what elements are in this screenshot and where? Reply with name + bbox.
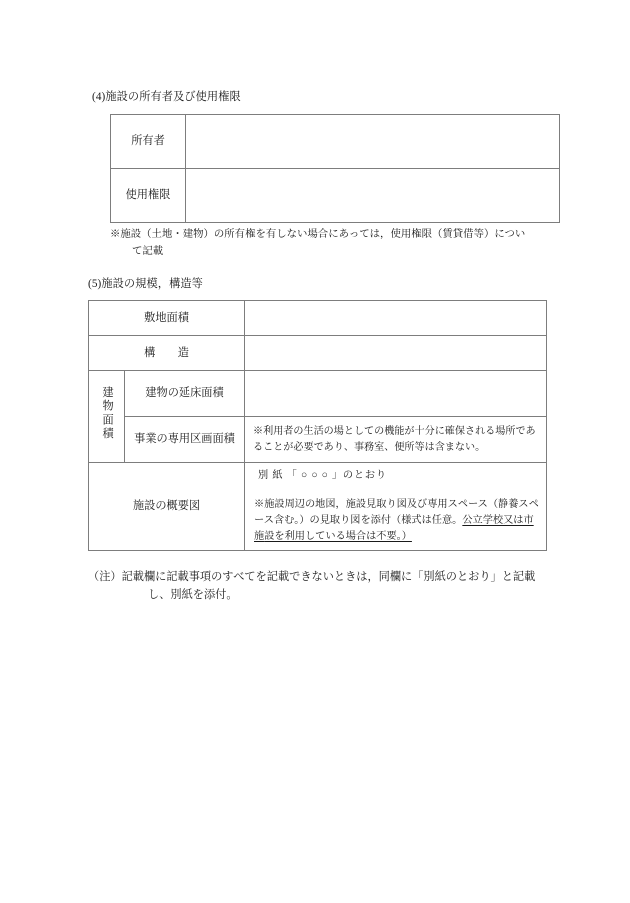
facility-outline-label-cell: 施設の概要図 bbox=[89, 463, 245, 551]
total-floor-area-label-cell: 建物の延床面積 bbox=[125, 371, 245, 417]
facility-outline-body bbox=[245, 463, 546, 549]
section-heading-scale: (5)施設の規模，構造等 bbox=[88, 278, 203, 290]
table-row bbox=[89, 371, 547, 417]
site-area-value-cell[interactable] bbox=[245, 301, 547, 336]
facility-outline-body-cell bbox=[245, 463, 547, 551]
owner-table-note bbox=[110, 226, 573, 260]
facility-outline-attachment-line: 別 紙 「 ○ ○ ○ 」のとおり bbox=[258, 470, 387, 482]
facility-outline-note-part-1: ※施設周辺の地図，施設見取り図及び専用スペース（静養スペ bbox=[254, 498, 539, 510]
owner-and-usage-right-table bbox=[110, 114, 560, 223]
exclusive-area-note-line-1: ※利用者の生活の場としての機能が十分に確保される場所であ bbox=[253, 425, 536, 437]
exclusive-area-label-cell: 事業の専用区画面積 bbox=[125, 417, 245, 463]
facility-outline-note-part-2: ース含む。）の見取り図を添付（様式は任意。 bbox=[254, 515, 463, 526]
usage-right-value-cell[interactable] bbox=[186, 169, 560, 223]
facility-outline-note bbox=[254, 497, 539, 546]
structure-value-cell[interactable] bbox=[245, 336, 547, 371]
exclusive-area-note-line-2: ることが必要であり、事務室、便所等は含まない。 bbox=[253, 441, 486, 453]
owner-value-cell[interactable] bbox=[186, 115, 560, 169]
footer-note-line-1: （注）記載欄に記載事項のすべてを記載できないときは，同欄に「別紙のとおり」と記載 bbox=[88, 571, 536, 583]
table-row bbox=[89, 301, 547, 336]
scale-and-structure-table bbox=[88, 300, 547, 551]
owner-label-cell: 所有者 bbox=[111, 115, 186, 169]
facility-outline-note-underlined-1: 公立学校又は市施 bbox=[254, 515, 534, 543]
structure-label-cell: 構 造 bbox=[89, 336, 245, 371]
total-floor-area-value-cell[interactable] bbox=[245, 371, 547, 417]
section-heading-owner: (4)施設の所有者及び使用権限 bbox=[92, 91, 241, 103]
table-row bbox=[89, 417, 547, 463]
owner-note-line-2: て記載 bbox=[132, 246, 164, 258]
facility-outline-note-underlined-2: 設を利用している場合は不要。） bbox=[264, 531, 412, 543]
owner-note-line-1: ※施設（土地・建物）の所有権を有しない場合にあっては，使用権限（賃貸借等）につい bbox=[110, 229, 526, 240]
footer-note-line-2: し、別紙を添付。 bbox=[148, 589, 238, 602]
building-area-vertical-label: 建物面積 bbox=[101, 386, 114, 441]
site-area-label-cell: 敷地面積 bbox=[89, 301, 245, 336]
table-row bbox=[111, 115, 560, 169]
exclusive-area-note-cell bbox=[245, 417, 547, 463]
exclusive-area-note bbox=[245, 420, 546, 459]
table-row bbox=[89, 336, 547, 371]
spacer bbox=[254, 485, 539, 497]
building-area-vertical-label-cell bbox=[89, 371, 125, 463]
footer-note bbox=[88, 568, 588, 605]
table-row bbox=[89, 463, 547, 551]
usage-right-label-cell: 使用権限 bbox=[111, 169, 186, 223]
table-row bbox=[111, 169, 560, 223]
